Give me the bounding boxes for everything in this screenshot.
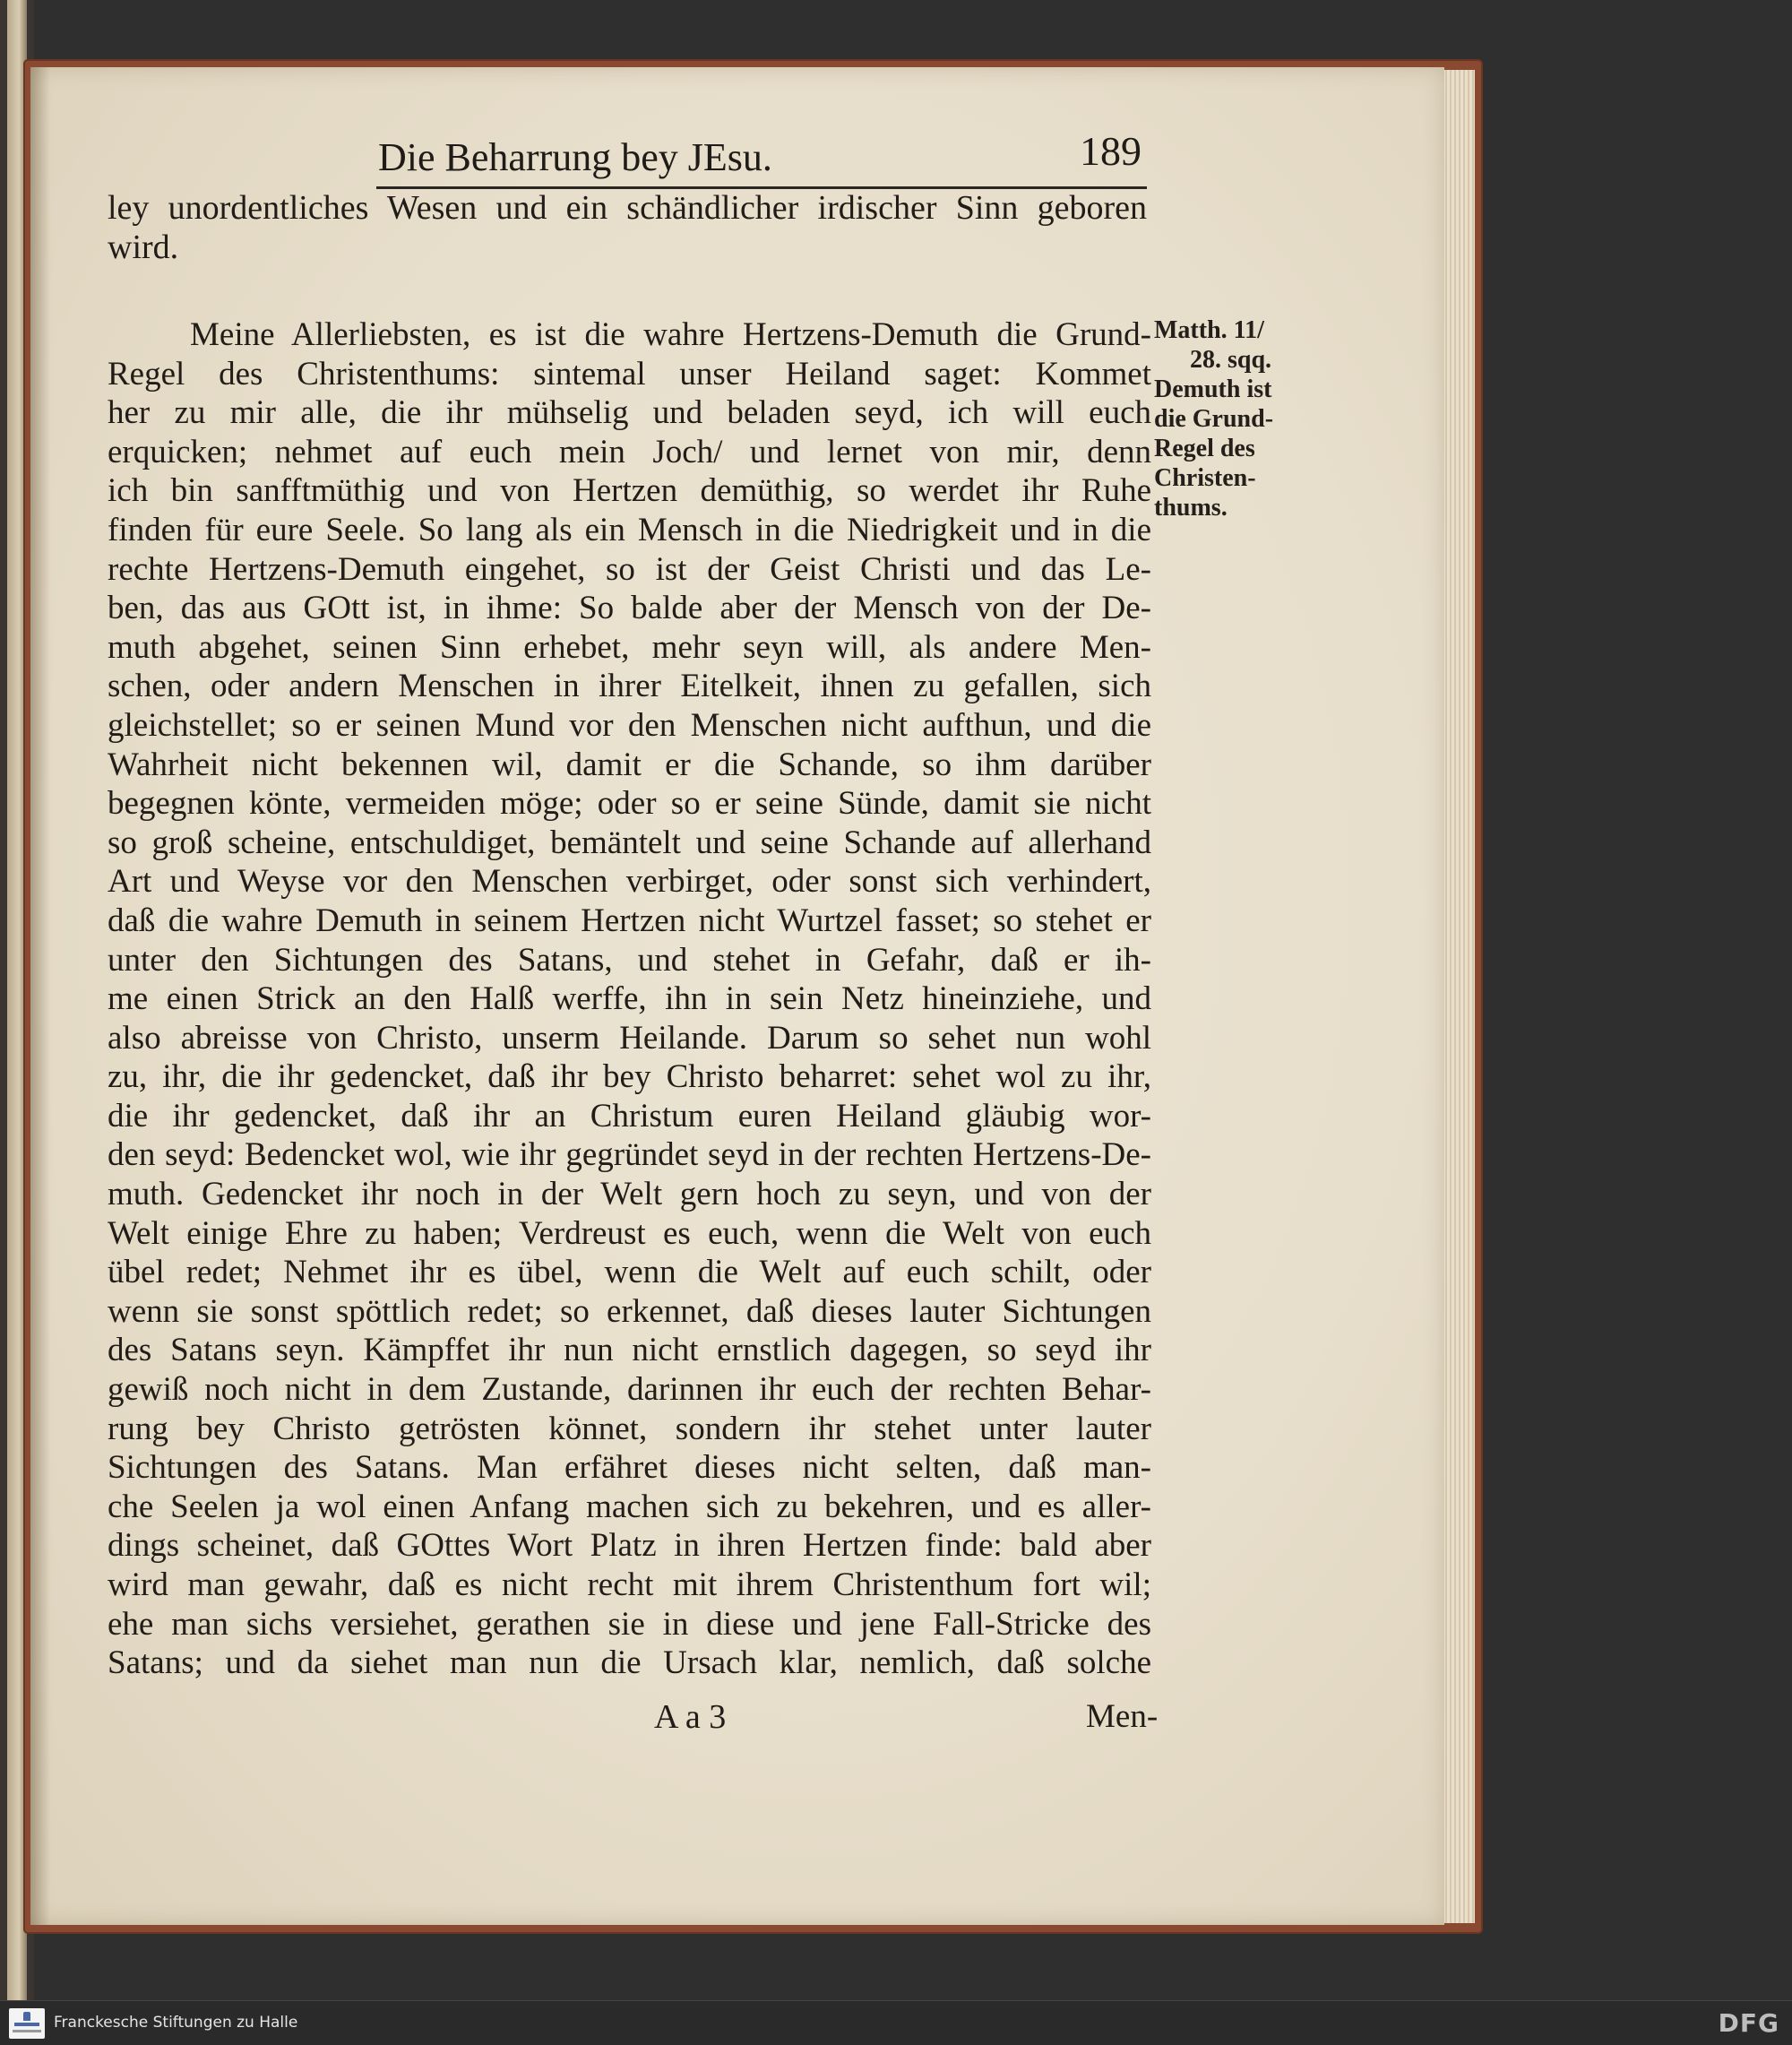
margin-ref-line: Matth. 11/ [1154,316,1264,344]
text-line: schen, oder andern Menschen in ihrer Eitelkeit, ihnen zu gefallen, sich [108,668,1151,705]
running-head: Die Beharrung bey JEsu. [378,135,772,179]
text-line: begegnen könte, vermeiden möge; oder so er seine Sünde, damit sie nicht [108,785,1151,823]
text-line: Art und Weyse vor den Menschen verbirget, oder sonst sich verhindert, [108,863,1151,901]
margin-note-line: Regel des [1154,435,1255,462]
text-line: so groß scheine, entschuldiget, bemäntelt und seine Schande auf allerhand [108,824,1151,861]
text-line: die ihr gedencket, daß ihr an Christum euren Heiland gläubig wor- [108,1097,1151,1135]
text-line: Meine Allerliebsten, es ist die wahre Hertzens-Demuth die Grund- [190,316,1151,353]
text-line: ich bin sanfftmüthig und von Hertzen demüthig, so werdet ihr Ruhe [108,472,1151,510]
text-line: Regel des Christenthums: sintemal unser Heiland saget: Kommet [108,355,1151,393]
text-line: daß die wahre Demuth in seinem Hertzen nicht Wurtzel fasset; so stehet er [108,902,1151,939]
text-line: Satans; und da siehet man nun die Ursach klar, nemlich, daß solche [108,1644,1151,1682]
text-line: her zu mir alle, die ihr mühselig und beladen seyd, ich will euch [108,394,1151,432]
text-line: des Satans seyn. Kämpffet ihr nun nicht ernstlich dagegen, so seyd ihr [108,1332,1151,1369]
text-line: me einen Strick an den Halß werffe, ihn in sein Netz hineinziehe, und [108,980,1151,1018]
text-line: dings scheinet, daß GOttes Wort Platz in ihren Hertzen finde: bald aber [108,1527,1151,1565]
library-name-link[interactable]: Franckesche Stiftungen zu Halle [54,2014,298,2032]
library-logo-icon[interactable] [9,2008,45,2039]
text-line: gewiß noch nicht in dem Zustande, darinnen ihr euch der rechten Behar- [108,1371,1151,1409]
text-line: che Seelen ja wol einen Anfang machen sich zu bekehren, und es aller- [108,1488,1151,1525]
text-line: also abreisse von Christo, unserm Heilande. Darum so sehet nun wohl [108,1019,1151,1057]
text-line: muth abgehet, seinen Sinn erhebet, mehr seyn will, als andere Men- [108,628,1151,666]
adjacent-page-strip [7,0,27,2000]
margin-note-line: Demuth ist [1154,375,1272,403]
viewer-footer [0,2000,1792,2045]
text-line: gleichstellet; so er seinen Mund vor den Menschen nicht aufthun, und die [108,706,1151,744]
margin-ref-line: 28. sqq. [1190,346,1272,374]
text-line: erquicken; nehmet auf euch mein Joch/ und lernet von mir, denn [108,433,1151,470]
text-line: ley unordentliches Wesen und ein schändlicher irdischer Sinn geboren [108,189,1147,227]
text-line: Wahrheit nicht bekennen wil, damit er die Schande, so ihm darüber [108,746,1151,783]
text-line: Sichtungen des Satans. Man erfähret dieses nicht selten, daß man- [108,1449,1151,1487]
continuation-text [108,188,1147,267]
text-line: wird man gewahr, daß es nicht recht mit ihrem Christenthum fort wil; [108,1566,1151,1603]
catchword: Men- [1086,1698,1159,1735]
text-line: rechte Hertzens-Demuth eingehet, so ist der Geist Christi und das Le- [108,550,1151,588]
signature-mark: A a 3 [654,1698,727,1736]
text-line: Welt einige Ehre zu haben; Verdreust es euch, wenn die Welt von euch [108,1214,1151,1252]
text-line: den seyd: Bedencket wol, wie ihr gegründet seyd in der rechten Hertzens-De- [108,1136,1151,1174]
text-line: zu, ihr, die ihr gedencket, daß ihr bey Christo beharret: sehet wol zu ihr, [108,1058,1151,1096]
text-line: rung bey Christo getrösten könnet, sondern ihr stehet unter lauter [108,1410,1151,1447]
text-line: muth. Gedencket ihr noch in der Welt gern hoch zu seyn, und von der [108,1176,1151,1213]
text-line: wenn sie sonst spöttlich redet; so erkennet, daß dieses lauter Sichtungen [108,1292,1151,1330]
page-number: 189 [1080,128,1142,174]
margin-note-line: die Grund- [1154,405,1274,433]
text-line: wird. [108,229,179,266]
text-line: ehe man sichs versiehet, gerathen sie in diese und jene Fall-Stricke des [108,1605,1151,1643]
text-line: übel redet; Nehmet ihr es übel, wenn die Welt auf euch schilt, oder [108,1254,1151,1291]
text-line: ben, das aus GOtt ist, in ihme: So balde aber der Mensch von der De- [108,590,1151,627]
page-gutter-shadow [30,67,50,1925]
dfg-logo-icon[interactable]: DFG [1718,2008,1779,2038]
main-paragraph [108,315,1151,1683]
margin-note-line: thums. [1154,494,1228,522]
text-line: finden für eure Seele. So lang als ein Mensch in die Niedrigkeit und in die [108,511,1151,548]
margin-note-line: Christen- [1154,464,1256,492]
text-line: unter den Sichtungen des Satans, und stehet in Gefahr, daß er ih- [108,941,1151,979]
margin-note [1154,315,1288,522]
page-header [376,128,1147,189]
